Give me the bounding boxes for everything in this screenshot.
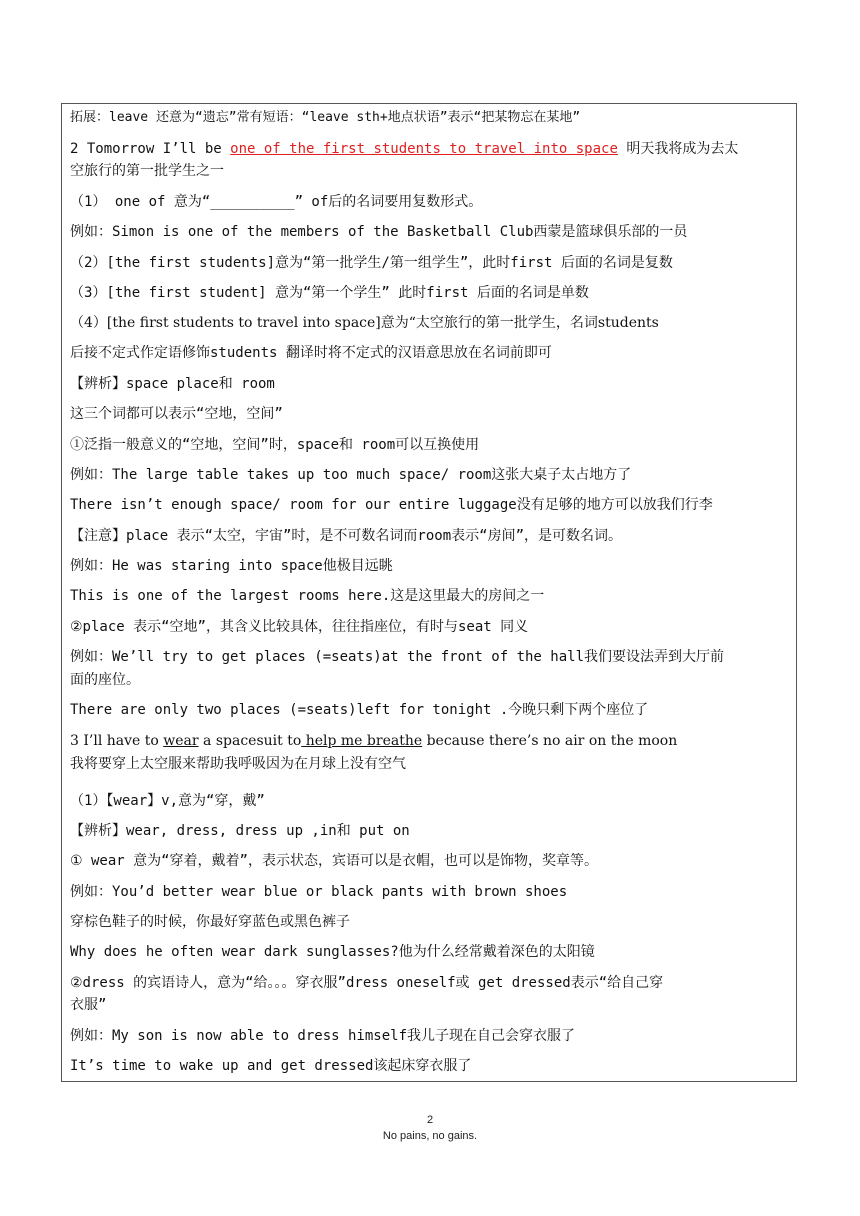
text-line: 面的座位。 — [70, 672, 140, 688]
text-line: 【辨析】space place和 room — [70, 376, 275, 392]
text-line: ① wear 意为“穿着，戴着”，表示状态，宾语可以是衣帽，也可以是饰物，奖章等。 — [70, 853, 598, 869]
text-line: There are only two places (=seats)left for tonight .今晚只剩下两个座位了 — [70, 702, 649, 718]
text-line: This is one of the largest rooms here.这是这里最大的房间之一 — [70, 588, 545, 604]
underlined-word-wear: wear — [163, 733, 199, 749]
text-line: 拓展：leave 还意为“遗忘”常有短语：“leave sth+地点状语”表示“把某物忘在某地” — [70, 110, 581, 125]
text-line: 衣服” — [70, 997, 107, 1013]
text-line: 穿棕色鞋子的时候，你最好穿蓝色或黑色裤子 — [70, 914, 350, 930]
sentence-2 — [70, 139, 738, 159]
text-line: 例如：My son is now able to dress himself我儿子现在自己会穿衣服了 — [70, 1028, 576, 1044]
text-line: There isn’t enough space/ room for our entire luggage没有足够的地方可以放我们行李 — [70, 497, 713, 513]
text-line: （2）[the first students]意为“第一批学生/第一组学生”，此时first 后面的名词是复数 — [70, 255, 673, 271]
text-line: It’s time to wake up and get dressed该起床穿衣服了 — [70, 1058, 472, 1074]
text-line: ①泛指一般意义的“空地，空间”时，space和 room可以互换使用 — [70, 437, 480, 453]
text-line: 后接不定式作定语修饰students 翻译时将不定式的汉语意思放在名词前即可 — [70, 345, 552, 361]
text-line: 例如：The large table takes up too much space/ room这张大桌子太占地方了 — [70, 467, 632, 483]
text-line: 我将要穿上太空服来帮助我呼吸因为在月球上没有空气 — [70, 756, 406, 772]
text-line: 【注意】place 表示“太空，宇宙”时，是不可数名词而room表示“房间”，是可数名词。 — [70, 528, 623, 544]
text-line: （3）[the first student] 意为“第一个学生” 此时first 后面的名词是单数 — [70, 285, 589, 301]
text-line: 空旅行的第一批学生之一 — [70, 163, 224, 179]
footer-motto: No pains, no gains. — [382, 1130, 478, 1142]
sentence-3-start: 3 I’ll have to — [70, 733, 164, 749]
text-line: 例如：We’ll try to get places (=seats)at the front of the hall我们要设法弄到大厅前 — [70, 649, 725, 665]
text-line: 例如：He was staring into space他极目远眺 — [70, 558, 393, 574]
content-box — [61, 103, 797, 1082]
text-line: （1）【wear】v,意为“穿，戴” — [70, 793, 265, 809]
page-number: 2 — [426, 1114, 434, 1126]
underlined-phrase-help-me-breathe: help me breathe — [301, 733, 423, 749]
text-line: （1） one of 意为“__________” of后的名词要用复数形式。 — [70, 194, 483, 210]
sentence-2-translation: 明天我将成为去太 — [617, 141, 739, 157]
sentence-3 — [70, 731, 677, 751]
highlighted-phrase: one of the first students to travel into space — [230, 141, 618, 157]
text-line: 【辨析】wear, dress, dress up ,in和 put on — [70, 823, 410, 839]
sentence-3-mid: a spacesuit to — [198, 733, 302, 749]
text-line: 例如：You’d better wear blue or black pants with brown shoes — [70, 884, 568, 900]
text-line: 例如：Simon is one of the members of the Basketball Club西蒙是篮球俱乐部的一员 — [70, 224, 688, 240]
sentence-3-end: because there’s no air on the moon — [422, 733, 678, 749]
text-line: ②place 表示“空地”，其含义比较具体，往往指座位，有时与seat 同义 — [70, 619, 529, 635]
text-line: （4）[the first students to travel into space]意为“太空旅行的第一批学生，名词students — [70, 315, 659, 331]
text-line: Why does he often wear dark sunglasses?他为什么经常戴着深色的太阳镜 — [70, 944, 595, 960]
text-line: ②dress 的宾语诗人，意为“给。。。穿衣服”dress oneself或 get dressed表示“给自己穿 — [70, 975, 664, 991]
sentence-2-start: 2 Tomorrow I’ll be — [70, 141, 231, 157]
text-line: 这三个词都可以表示“空地，空间” — [70, 406, 283, 422]
